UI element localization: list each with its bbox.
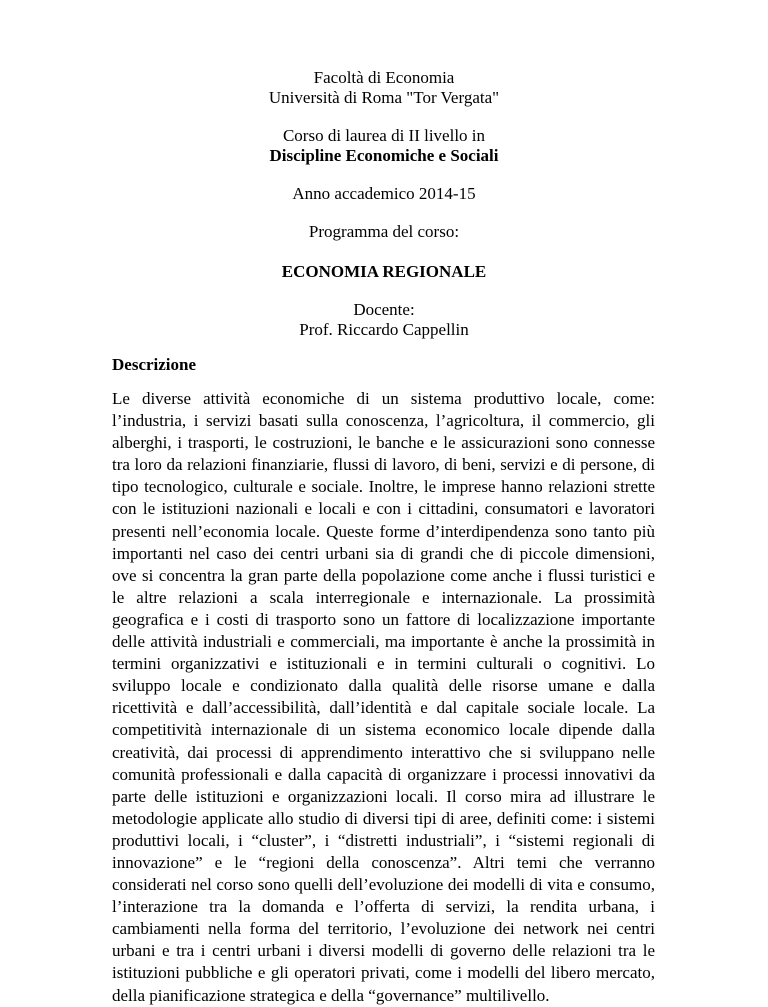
degree-line: Corso di laurea di II livello in [282,126,486,145]
program-label: Programma del corso: [308,222,460,241]
lecturer-name: Prof. Riccardo Cappellin [299,320,469,339]
section-title: Descrizione [112,355,197,374]
description-paragraph: Le diverse attività economiche di un sistema produttivo locale, come: l’industria, i servizi basati sulla conoscenza, l’agricoltura, il commercio, gli alberghi, i trasporti, le costruzioni, le banche e le assicurazioni sono connesse tra loro da relazioni finanziarie, flussi di lavoro, di beni, servizi e di persone, di tipo tecnologico, culturale e sociale. Inoltre, le imprese hanno relazioni strette con le istituzioni nazionali e locali e con i cittadini, consumatori e lavoratori presenti nell’economia locale. Queste forme d’interdipendenza sono tanto più importanti nel caso dei centri urbani sia di grandi che di piccole dimensioni, ove si concentra la gran parte della popolazione come anche i flussi turistici e le altre relazioni a scala interregionale e internazionale. La prossimità geografica e i costi di trasporto sono un fattore di localizzazione importante delle attività industriali e commerciali, ma importante è anche la prossimità in termini organizzativi e istituzionali e in termini culturali o cognitivi. Lo sviluppo locale e condizionato dalla qualità delle risorse umane e dalla ricettività e dall’accessibilità, dall’identità e dal capitale sociale locale. La competitività internazionale di un sistema economico locale dipende dalla creatività, dai processi di apprendimento interattivo che si sviluppano nelle comunità professionali e dalla capacità di organizzare i processi innovativi da parte delle istituzioni e organizzazioni locali. Il corso mira ad illustrare le metodologie applicate allo studio di diversi tipi di aree, definiti come: i sistemi produttivi locali, i “cluster”, i “distretti industriali”, i “sistemi regionali di innovazione” e le “regioni della conoscenza”. Altri temi che verranno considerati nel corso sono quelli dell’evoluzione dei modelli di vita e consumo, l’interazione tra la domanda e l’offerta di servizi, la rendita urbana, i cambiamenti nella forma del territorio, l’evoluzione dei network nei centri urbani e tra i centri urbani i diversi modelli di governo delle relazioni tra le istituzioni pubbliche e gli operatori privati, come i modelli del libero mercato, della pianificazione strategica e della “governance” multilivello. [112,389,655,1005]
degree-name: Discipline Economiche e Sociali [269,146,499,165]
university-name: Università di Roma "Tor Vergata" [268,88,500,107]
academic-year: Anno accademico 2014-15 [292,184,476,203]
faculty-name: Facoltà di Economia [313,68,455,87]
course-title: ECONOMIA REGIONALE [281,262,487,281]
lecturer-label: Docente: [353,300,415,319]
